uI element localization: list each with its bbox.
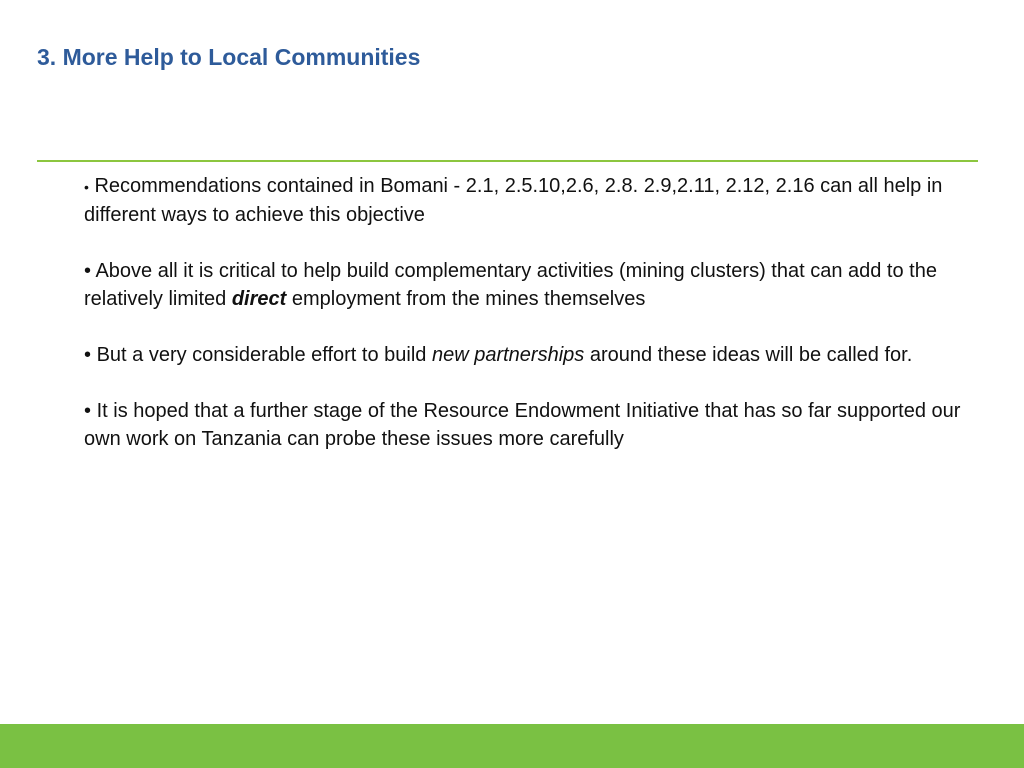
bullet-dot: •: [84, 179, 89, 195]
bullet-text: It is hoped that a further stage of the Resource Endowment Initiative that has so far supported our own work on Tanzania can probe these issues more carefully: [84, 400, 961, 450]
bullet-item-1: [84, 172, 964, 229]
bullet-item-4: [84, 397, 964, 453]
bullet-emphasis: new partnerships: [431, 344, 585, 366]
bullet-text: Recommendations contained in Bomani - 2.1, 2.5.10,2.6, 2.8. 2.9,2.11, 2.12, 2.16 can all help in different ways to achieve this objective: [84, 175, 943, 226]
bullet-item-3: [84, 341, 964, 369]
bullet-dot: •: [84, 400, 92, 422]
bullet-dot: •: [84, 344, 92, 366]
bullet-text-before: But a very considerable effort to build: [96, 344, 432, 366]
slide-title: 3. More Help to Local Communities: [37, 44, 421, 70]
bullet-text-after: around these ideas will be called for.: [584, 344, 913, 366]
bullet-emphasis: direct: [231, 288, 287, 310]
bullet-list: [84, 172, 964, 453]
bullet-text-after: employment from the mines themselves: [286, 288, 646, 310]
bullet-dot: •: [84, 260, 92, 282]
title-divider: [37, 160, 978, 162]
bullet-item-2: [84, 257, 964, 313]
footer-bar: [0, 724, 1024, 768]
bullet-text-before: Above all it is critical to help build complementary activities (mining clusters) that can add to the relatively limited: [84, 260, 937, 310]
